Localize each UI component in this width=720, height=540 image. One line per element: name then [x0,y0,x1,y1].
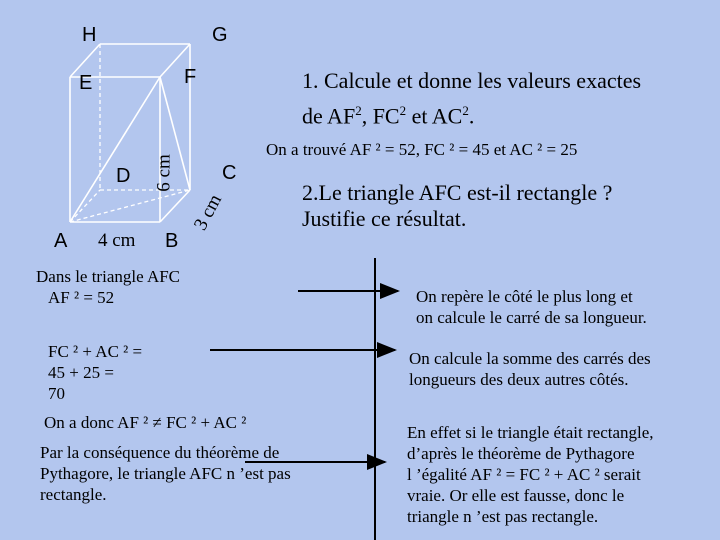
work-conclusion-line-2: Pythagore, le triangle AFC n ’est pas [40,464,291,483]
explanation-3 [407,422,654,527]
explanation-1-line-2: on calcule le carré de sa longueur. [416,308,647,327]
vertex-label-H: H [82,24,97,46]
work-inequality: On a donc AF ² ≠ FC ² + AC ² [44,413,247,432]
q1-sup-2: 2 [399,103,407,118]
vertex-label-D: D [116,165,131,187]
explanation-3-line-3: l ’égalité AF ² = FC ² + AC ² serait [407,465,641,484]
work-intro-line-1: Dans le triangle AFC [36,267,181,286]
question-2-line-2: Justifie ce résultat. [302,206,467,231]
q1-fc: , FC [361,103,400,129]
explanation-3-line-4: vraie. Or elle est fausse, donc le [407,486,625,505]
vertex-label-A: A [54,230,68,252]
explanation-1-line-1: On repère le côté le plus long et [416,287,633,306]
vertex-label-F: F [184,66,197,88]
work-conclusion-line-3: rectangle. [40,485,107,504]
work-sum-line-1: FC ² + AC ² = [48,342,143,361]
explanation-3-line-5: triangle n ’est pas rectangle. [407,507,599,526]
q1-sup-3: 2 [462,103,469,118]
question-1-text: 1. Calcule et donne [302,68,478,93]
q1-af: de AF [302,103,356,129]
explanation-2-line-2: longueurs des deux autres côtés. [409,370,629,389]
work-conclusion-line-1: Par la conséquence du théorème de [40,443,280,462]
explanation-2-line-1: On calcule la somme des carrés des [409,349,651,368]
question-1-bold: les valeurs exactes [477,68,642,93]
explanation-3-line-1: En effet si le triangle était rectangle, [407,423,654,442]
explanation-2 [409,348,651,390]
explanation-3-line-2: d’après le théorème de Pythagore [407,444,635,463]
explanation-1 [416,286,647,328]
vertex-label-C: C [222,162,237,184]
dimension-height: 6 cm [153,154,175,192]
work-intro-line-2: AF ² = 52 [48,288,115,307]
vertex-label-E: E [79,72,93,94]
q1-sup-1: 2 [355,103,362,118]
vertex-label-B: B [165,230,179,252]
question-2-line-1: 2.Le triangle AFC est-il rectangle ? [302,180,613,205]
vertex-label-G: G [212,24,228,46]
dimension-width: 4 cm [98,230,136,251]
q1-period: . [468,103,475,129]
work-sum-line-2: 45 + 25 = [48,363,114,382]
q1-ac: et AC [406,103,463,129]
dimension-depth: 3 cm [190,190,227,234]
work-sum-line-3: 70 [48,384,65,403]
found-values: On a trouvé AF ² = 52, FC ² = 45 et AC ² = 25 [266,140,578,159]
